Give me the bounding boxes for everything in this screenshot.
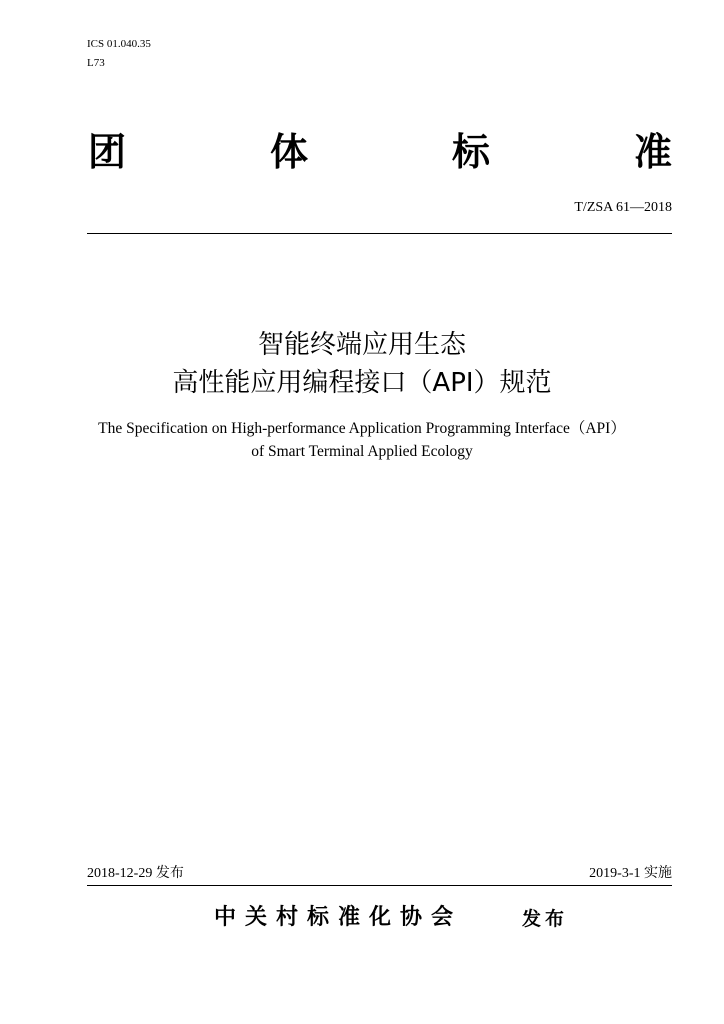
title-english-line-1: The Specification on High-performance Application Programming Interface（API） bbox=[98, 420, 626, 437]
bottom-divider bbox=[87, 885, 672, 886]
title-chinese-line-1: 智能终端应用生态 bbox=[257, 330, 466, 360]
title-chinese-line-2: 高性能应用编程接口（API）规范 bbox=[172, 368, 552, 398]
publish-date: 2018-12-29 发布 bbox=[87, 866, 184, 881]
standard-number: T/ZSA 61—2018 bbox=[574, 200, 672, 215]
standard-type-char-2: 体 bbox=[269, 130, 308, 174]
publisher-action: 发布 bbox=[522, 908, 569, 930]
ics-code: ICS 01.040.35 bbox=[87, 38, 151, 50]
publisher-name: 中关村标准化协会 bbox=[214, 905, 463, 930]
top-divider bbox=[87, 233, 672, 234]
standard-type-char-3: 标 bbox=[451, 130, 490, 174]
ccs-code: L73 bbox=[87, 57, 105, 69]
title-english-line-2: of Smart Terminal Applied Ecology bbox=[251, 443, 473, 460]
standard-type-char-4: 准 bbox=[633, 130, 672, 174]
standard-type-heading bbox=[88, 130, 672, 174]
standard-type-char-1: 团 bbox=[88, 130, 127, 174]
implementation-date: 2019-3-1 实施 bbox=[589, 866, 672, 881]
